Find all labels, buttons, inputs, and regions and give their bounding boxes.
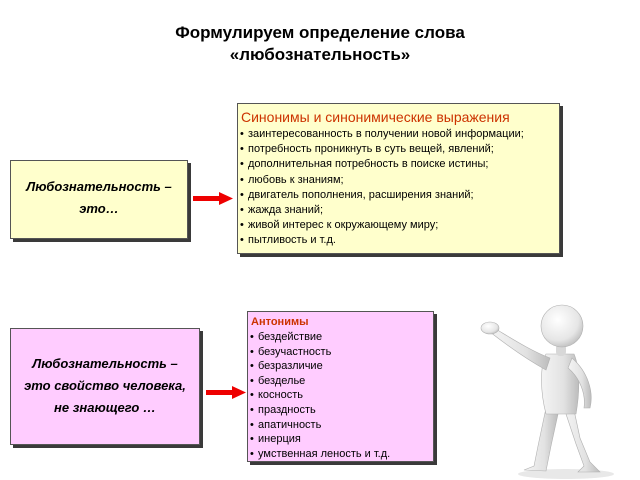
list-item-text: дополнительная потребность в поиске истины;: [248, 158, 489, 171]
list-item: [249, 345, 390, 360]
bullet-icon: •: [250, 345, 254, 358]
list-item-text: апатичность: [258, 418, 322, 431]
list-item-text: безучастность: [258, 345, 332, 358]
list-item: [239, 218, 524, 233]
list-item: [239, 173, 524, 188]
list-item: [249, 374, 390, 389]
synonyms-heading: Синонимы и синонимические выражения: [241, 109, 510, 125]
bullet-icon: •: [250, 374, 254, 387]
list-item: [239, 157, 524, 172]
arrow-right-icon: [193, 192, 233, 206]
list-item-text: инерция: [258, 433, 301, 446]
page-title: [0, 22, 640, 66]
list-item: [239, 233, 524, 248]
arrow-right-icon: [206, 386, 246, 400]
list-item: [249, 447, 390, 462]
list-item-text: безделье: [258, 374, 306, 387]
definition-box-top: [10, 160, 188, 239]
title-line-1: Формулируем определение слова: [175, 23, 465, 42]
bullet-icon: •: [250, 418, 254, 431]
list-item: [249, 388, 390, 403]
bullet-icon: •: [250, 331, 254, 343]
bullet-icon: •: [240, 234, 244, 247]
title-line-2: «любознательность»: [229, 45, 411, 64]
bullet-icon: •: [240, 128, 244, 140]
definition-top-text: [11, 176, 187, 220]
bullet-icon: •: [250, 403, 254, 416]
bullet-icon: •: [240, 204, 244, 217]
list-item: [249, 330, 390, 345]
definition-top-line-1: Любознательность –: [26, 179, 172, 194]
list-item-text: бездействие: [258, 331, 323, 343]
antonyms-list: [249, 330, 390, 461]
pointing-person-figure-icon: [476, 296, 636, 480]
definition-bottom-text: [11, 353, 199, 419]
list-item-text: косность: [258, 389, 304, 402]
list-item-text: живой интерес к окружающему миру;: [248, 219, 439, 232]
list-item: [239, 188, 524, 203]
bullet-icon: •: [240, 219, 244, 232]
list-item: [239, 142, 524, 157]
definition-bottom-line-3: не знающего …: [54, 400, 156, 415]
bullet-icon: •: [250, 360, 254, 373]
bullet-icon: •: [250, 389, 254, 402]
bullet-icon: •: [240, 158, 244, 171]
synonyms-box: [237, 103, 560, 254]
definition-top-line-2: это…: [79, 201, 119, 216]
list-item-text: праздность: [258, 403, 316, 416]
list-item-text: любовь к знаниям;: [248, 173, 344, 186]
bullet-icon: •: [250, 433, 254, 446]
list-item: [239, 127, 524, 142]
list-item-text: потребность проникнуть в суть вещей, явлений;: [248, 143, 494, 156]
bullet-icon: •: [240, 173, 244, 186]
list-item-text: жажда знаний;: [248, 204, 324, 217]
list-item: [249, 359, 390, 374]
list-item-text: двигатель пополнения, расширения знаний;: [248, 188, 474, 201]
bullet-icon: •: [240, 188, 244, 201]
antonyms-heading: Антонимы: [251, 316, 309, 328]
synonyms-list: [239, 127, 524, 249]
list-item-text: пытливость и т.д.: [248, 234, 336, 247]
list-item: [239, 203, 524, 218]
list-item: [249, 418, 390, 433]
bullet-icon: •: [250, 447, 254, 460]
definition-bottom-line-1: Любознательность –: [32, 356, 178, 371]
list-item: [249, 432, 390, 447]
list-item-text: безразличие: [258, 360, 323, 373]
list-item-text: заинтересованность в получении новой информации;: [248, 128, 524, 140]
list-item-text: умственная леность и т.д.: [258, 447, 391, 460]
definition-box-bottom: [10, 328, 200, 445]
list-item: [249, 403, 390, 418]
antonyms-box: [247, 311, 434, 462]
bullet-icon: •: [240, 143, 244, 156]
definition-bottom-line-2: это свойство человека,: [24, 378, 186, 393]
